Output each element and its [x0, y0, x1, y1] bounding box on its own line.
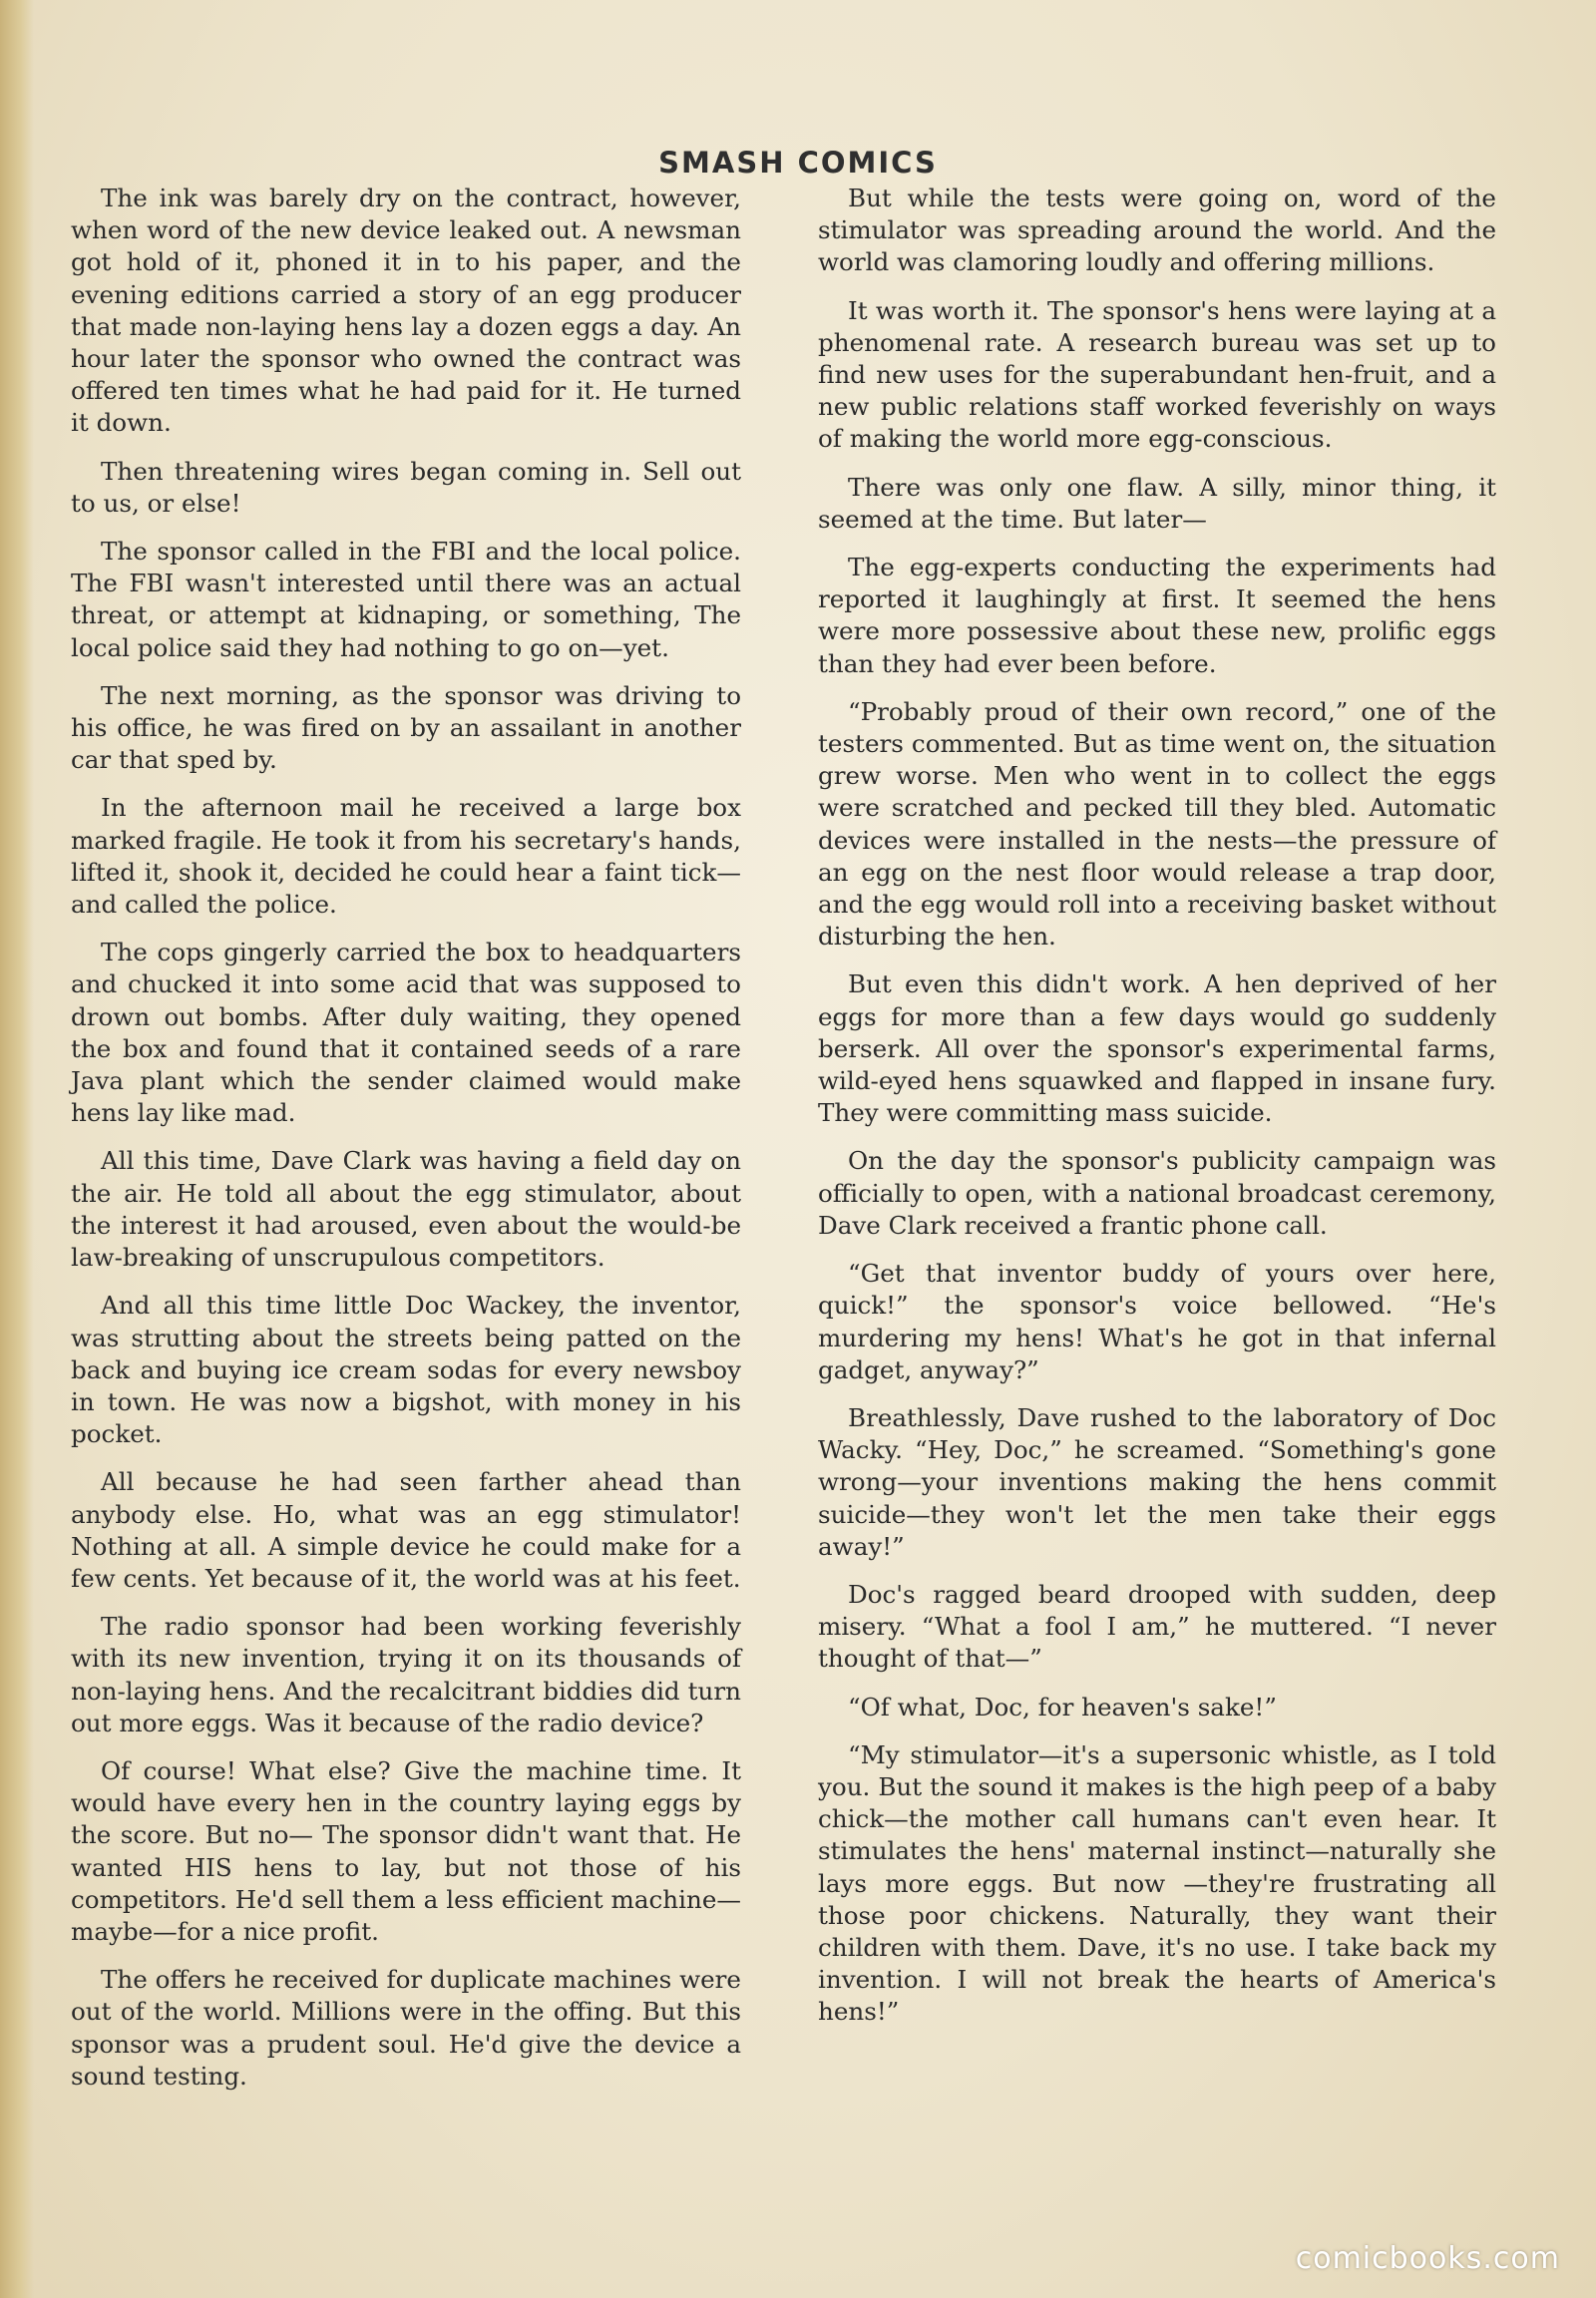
right-text-column: [818, 183, 1496, 2045]
paragraph: “My stimulator—it's a supersonic whistle, as I told you. But the sound it makes is the high peep of a baby chick—the mother call humans can't even hear. It stimulates the hens' maternal instinct—naturally she lays more eggs. But now —they're frustrating all those poor chickens. Naturally, they want their children with them. Dave, it's no use. I take back my invention. I will not break the hearts of America's hens!”: [818, 1739, 1496, 2027]
paragraph: “Of what, Doc, for heaven's sake!”: [848, 1692, 1277, 1722]
paragraph: “Probably proud of their own record,” one of the testers commented. But as time went on, the situation grew worse. Men who went in to collect the eggs were scratched and pecked till they bled. Automatic devices were installed in the nests—the pressure of an egg on the nest floor would release a trap door, and the egg would roll into a receiving basket without disturbing the hen.: [818, 696, 1496, 952]
paragraph: The offers he received for duplicate machines were out of the world. Millions were in the offing. But this sponsor was a prudent soul. He'd give the device a sound testing.: [71, 1965, 741, 2091]
paragraph: The next morning, as the sponsor was driving to his office, he was fired on by an assailant in another car that sped by.: [71, 680, 741, 775]
paragraph: On the day the sponsor's publicity campaign was officially to open, with a national broadcast ceremony, Dave Clark received a frantic phone call.: [818, 1146, 1496, 1240]
paragraph: All this time, Dave Clark was having a field day on the air. He told all about the egg stimulator, about the interest it had aroused, even about the would-be law-breaking of unscrupulous competitors.: [71, 1146, 741, 1273]
page-spine-shadow: [0, 0, 34, 2298]
paragraph: But even this didn't work. A hen deprived of her eggs for more than a few days would go suddenly berserk. All over the sponsor's experimental farms, wild-eyed hens squawked and flapped in insane fury. They were committing mass suicide.: [818, 969, 1496, 1128]
paragraph: The ink was barely dry on the contract, however, when word of the new device leaked out. A newsman got hold of it, phoned it in to his paper, and the evening editions carried a story of an egg producer that made non-laying hens lay a dozen eggs a day. An hour later the sponsor who owned the contract was offered ten times what he had paid for it. He turned it down.: [71, 184, 741, 438]
paragraph: In the afternoon mail he received a large box marked fragile. He took it from his secretary's hands, lifted it, shook it, decided he could hear a faint tick—and called the police.: [71, 793, 741, 920]
paragraph: The sponsor called in the FBI and the local police. The FBI wasn't interested until there was an actual threat, or attempt at kidnaping, or something, The local police said they had nothing to go on—yet.: [71, 537, 741, 662]
paragraph: And all this time little Doc Wackey, the inventor, was strutting about the streets being patted on the back and buying ice cream sodas for every newsboy in town. He was now a bigshot, with money in his pocket.: [71, 1291, 741, 1449]
paragraph: The egg-experts conducting the experiments had reported it laughingly at first. It seemed the hens were more possessive about these new, prolific eggs than they had ever been before.: [818, 553, 1496, 678]
left-text-column: [71, 183, 741, 2108]
page-header-title: SMASH COMICS: [658, 146, 938, 180]
paragraph: It was worth it. The sponsor's hens were laying at a phenomenal rate. A research bureau was set up to find new uses for the superabundant hen-fruit, and a new public relations staff worked feverishly on ways of making the world more egg-conscious.: [818, 295, 1496, 454]
paragraph: Then threatening wires began coming in. Sell out to us, or else!: [71, 456, 741, 518]
paragraph: Of course! What else? Give the machine time. It would have every hen in the country laying eggs by the score. But no— The sponsor didn't want that. He wanted HIS hens to lay, but not those of his competitors. He'd sell them a less efficient machine—maybe—for a nice profit.: [71, 1755, 741, 1946]
paragraph: All because he had seen farther ahead than anybody else. Ho, what was an egg stimulator! Nothing at all. A simple device he could make for a few cents. Yet because of it, the world was at his feet.: [71, 1467, 741, 1593]
paragraph: But while the tests were going on, word of the stimulator was spreading around the world. And the world was clamoring loudly and offering millions.: [818, 184, 1496, 277]
site-watermark: comicbooks.com: [1295, 2241, 1560, 2276]
paragraph: The radio sponsor had been working feverishly with its new invention, trying it on its thousands of non-laying hens. And the recalcitrant biddies did turn out more eggs. Was it because of the radio device?: [71, 1612, 741, 1737]
paragraph: Doc's ragged beard drooped with sudden, deep misery. “What a fool I am,” he muttered. “I never thought of that—”: [818, 1579, 1496, 1674]
paragraph: The cops gingerly carried the box to headquarters and chucked it into some acid that was supposed to drown out bombs. After duly waiting, they opened the box and found that it contained seeds of a rare Java plant which the sender claimed would make hens lay like mad.: [71, 938, 741, 1128]
paragraph: “Get that inventor buddy of yours over here, quick!” the sponsor's voice bellowed. “He's murdering my hens! What's he got in that infernal gadget, anyway?”: [818, 1259, 1496, 1384]
paragraph: There was only one flaw. A silly, minor thing, it seemed at the time. But later—: [818, 472, 1496, 534]
paragraph: Breathlessly, Dave rushed to the laboratory of Doc Wacky. “Hey, Doc,” he screamed. “Something's gone wrong—your inventions making the hens commit suicide—they won't let the men take their eggs away!”: [818, 1402, 1496, 1561]
